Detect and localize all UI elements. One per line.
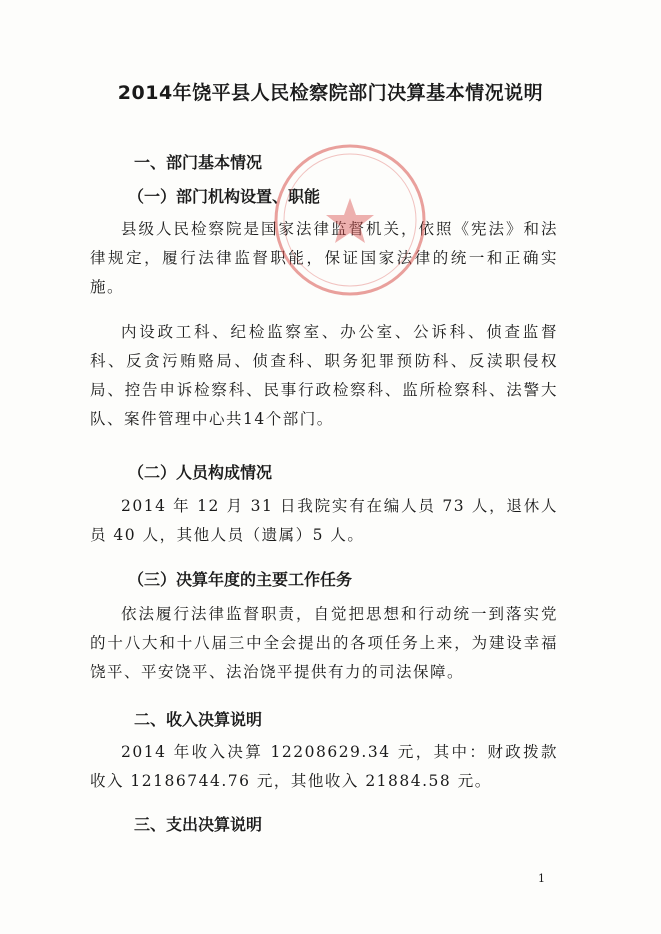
subsection-heading-1-1: （一）部门机构设置、职能 — [128, 187, 321, 206]
paragraph-tasks: 依法履行法律监督职责，自觉把思想和行动统一到落实党的十八大和十八届三中全会提出的各项任务上来，为建设幸福饶平、平安饶平、法治饶平提供有力的司法保障。 — [90, 605, 558, 681]
paragraph-income: 2014 年收入决算 12208629.34 元，其中：财政拨款收入 12186744.76 元，其他收入 21884.58 元。 — [90, 743, 558, 790]
paragraph-staff: 2014 年 12 月 31 日我院实有在编人员 73 人，退休人员 40 人，其他人员（遗属）5 人。 — [90, 497, 558, 544]
section-heading-3: 三、支出决算说明 — [134, 815, 263, 834]
section-heading-1: 一、部门基本情况 — [134, 153, 263, 172]
subsection-heading-1-2: （二）人员构成情况 — [128, 463, 273, 482]
paragraph-functions: 县级人民检察院是国家法律监督机关，依照《宪法》和法律规定，履行法律监督职能，保证国家法律的统一和正确实施。 — [90, 220, 558, 296]
section-heading-2: 二、收入决算说明 — [134, 710, 263, 729]
paragraph-departments: 内设政工科、纪检监察室、办公室、公诉科、侦查监督科、反贪污贿赂局、侦查科、职务犯罪预防科、反渎职侵权局、控告申诉检察科、民事行政检察科、监所检察科、法警大队、案件管理中心共14个部门。 — [90, 323, 558, 428]
page-title: 2014年饶平县人民检察院部门决算基本情况说明 — [117, 82, 544, 104]
subsection-heading-1-3: （三）决算年度的主要工作任务 — [128, 570, 353, 589]
page-number: 1 — [538, 872, 545, 885]
